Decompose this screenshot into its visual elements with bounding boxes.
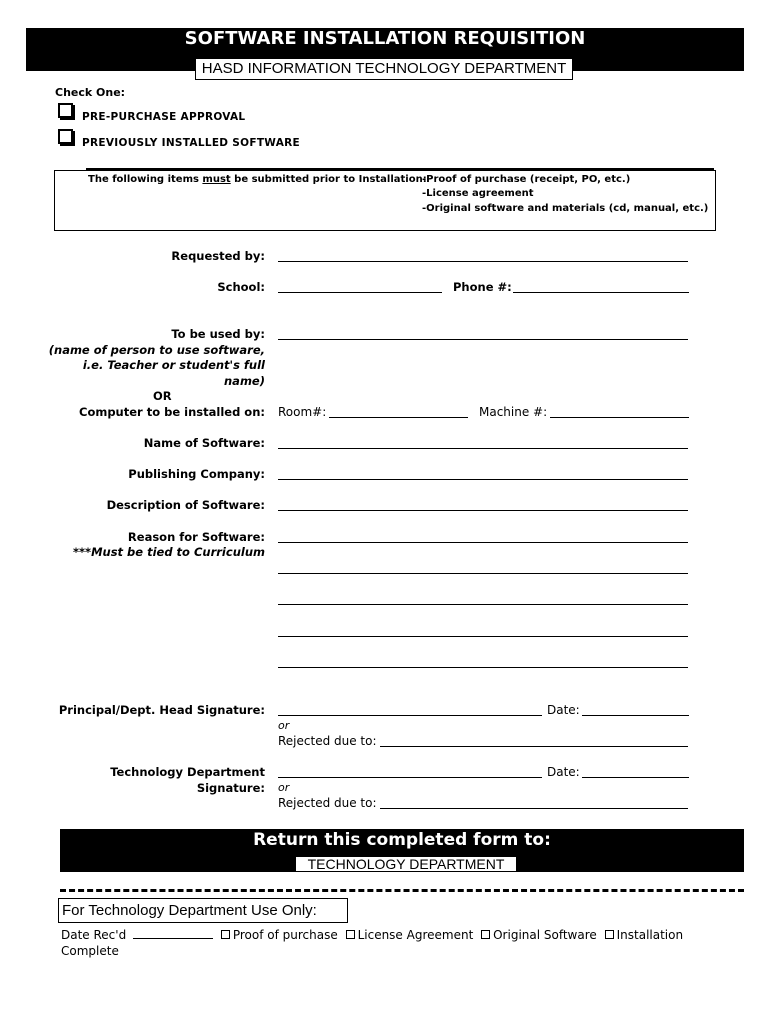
original-checkbox[interactable] — [481, 930, 490, 939]
school-field[interactable] — [278, 292, 442, 293]
complete-label: Complete — [61, 944, 119, 958]
previously-installed-checkbox[interactable] — [58, 129, 73, 144]
office-use-title: For Technology Department Use Only: — [58, 898, 348, 923]
installation-checkbox[interactable] — [605, 930, 614, 939]
principal-or: or — [278, 719, 290, 732]
office-use-row — [61, 928, 683, 942]
license-label: License Agreement — [357, 928, 474, 942]
tech-rejected-field[interactable] — [380, 808, 688, 809]
description-field[interactable] — [278, 510, 688, 511]
requested-by-label: Requested by: — [171, 249, 265, 263]
phone-field[interactable] — [513, 292, 689, 293]
department-subtitle: HASD INFORMATION TECHNOLOGY DEPARTMENT — [195, 58, 573, 80]
previously-installed-label: PREVIOUSLY INSTALLED SOFTWARE — [82, 137, 300, 149]
principal-date-field[interactable] — [582, 715, 689, 716]
room-label: Room#: — [278, 405, 327, 419]
to-be-used-note: (name of person to use software, — [48, 343, 265, 357]
principal-rejected-field[interactable] — [380, 746, 688, 747]
tech-signature-label-2: Signature: — [196, 781, 265, 795]
reason-field[interactable] — [278, 636, 688, 637]
tech-rejected-label: Rejected due to: — [278, 796, 377, 810]
publisher-field[interactable] — [278, 479, 688, 480]
requirement-item: -License agreement — [422, 188, 534, 199]
requested-by-field[interactable] — [278, 261, 688, 262]
pre-purchase-checkbox[interactable] — [58, 103, 73, 118]
tech-signature-field[interactable] — [278, 777, 542, 778]
cut-line — [60, 889, 744, 892]
date-recd-field[interactable] — [133, 938, 213, 939]
check-one-label: Check One: — [55, 86, 126, 99]
pre-purchase-label: PRE-PURCHASE APPROVAL — [82, 111, 246, 123]
requirement-item: -Proof of purchase (receipt, PO, etc.) — [422, 174, 631, 185]
requirements-intro: The following items must be submitted prior to Installation: — [88, 174, 427, 185]
to-be-used-note: name) — [224, 374, 265, 388]
to-be-used-by-field[interactable] — [278, 339, 688, 340]
tech-date-label: Date: — [547, 765, 580, 779]
computer-label: Computer to be installed on: — [79, 405, 265, 419]
requirement-item: -Original software and materials (cd, manual, etc.) — [422, 203, 709, 214]
form-title: SOFTWARE INSTALLATION REQUISITION — [184, 28, 586, 49]
reason-field[interactable] — [278, 573, 688, 574]
tech-date-field[interactable] — [582, 777, 689, 778]
reason-note: ***Must be tied to Curriculum — [73, 545, 265, 559]
proof-label: Proof of purchase — [232, 928, 338, 942]
reason-field[interactable] — [278, 604, 688, 605]
principal-signature-field[interactable] — [278, 715, 542, 716]
principal-signature-label: Principal/Dept. Head Signature: — [58, 703, 265, 717]
software-name-label: Name of Software: — [143, 436, 265, 450]
description-label: Description of Software: — [106, 498, 265, 512]
return-title: Return this completed form to: — [253, 830, 551, 850]
installation-label: Installation — [616, 928, 684, 942]
return-destination: TECHNOLOGY DEPARTMENT — [295, 856, 517, 872]
proof-checkbox[interactable] — [221, 930, 230, 939]
software-name-field[interactable] — [278, 448, 688, 449]
principal-rejected-label: Rejected due to: — [278, 734, 377, 748]
date-recd-label: Date Rec'd — [61, 928, 127, 942]
tech-signature-label: Technology Department — [110, 765, 265, 779]
or-label: OR — [153, 389, 172, 403]
license-checkbox[interactable] — [346, 930, 355, 939]
tech-or: or — [278, 781, 290, 794]
machine-label: Machine #: — [479, 405, 548, 419]
publisher-label: Publishing Company: — [128, 467, 265, 481]
original-label: Original Software — [493, 928, 597, 942]
principal-date-label: Date: — [547, 703, 580, 717]
reason-field[interactable] — [278, 667, 688, 668]
reason-field[interactable] — [278, 542, 688, 543]
reason-label: Reason for Software: — [127, 530, 265, 544]
room-field[interactable] — [329, 417, 468, 418]
phone-label: Phone #: — [453, 280, 512, 294]
to-be-used-by-label: To be used by: — [171, 327, 265, 341]
school-label: School: — [217, 280, 265, 294]
machine-field[interactable] — [550, 417, 689, 418]
to-be-used-note: i.e. Teacher or student's full — [82, 358, 265, 372]
